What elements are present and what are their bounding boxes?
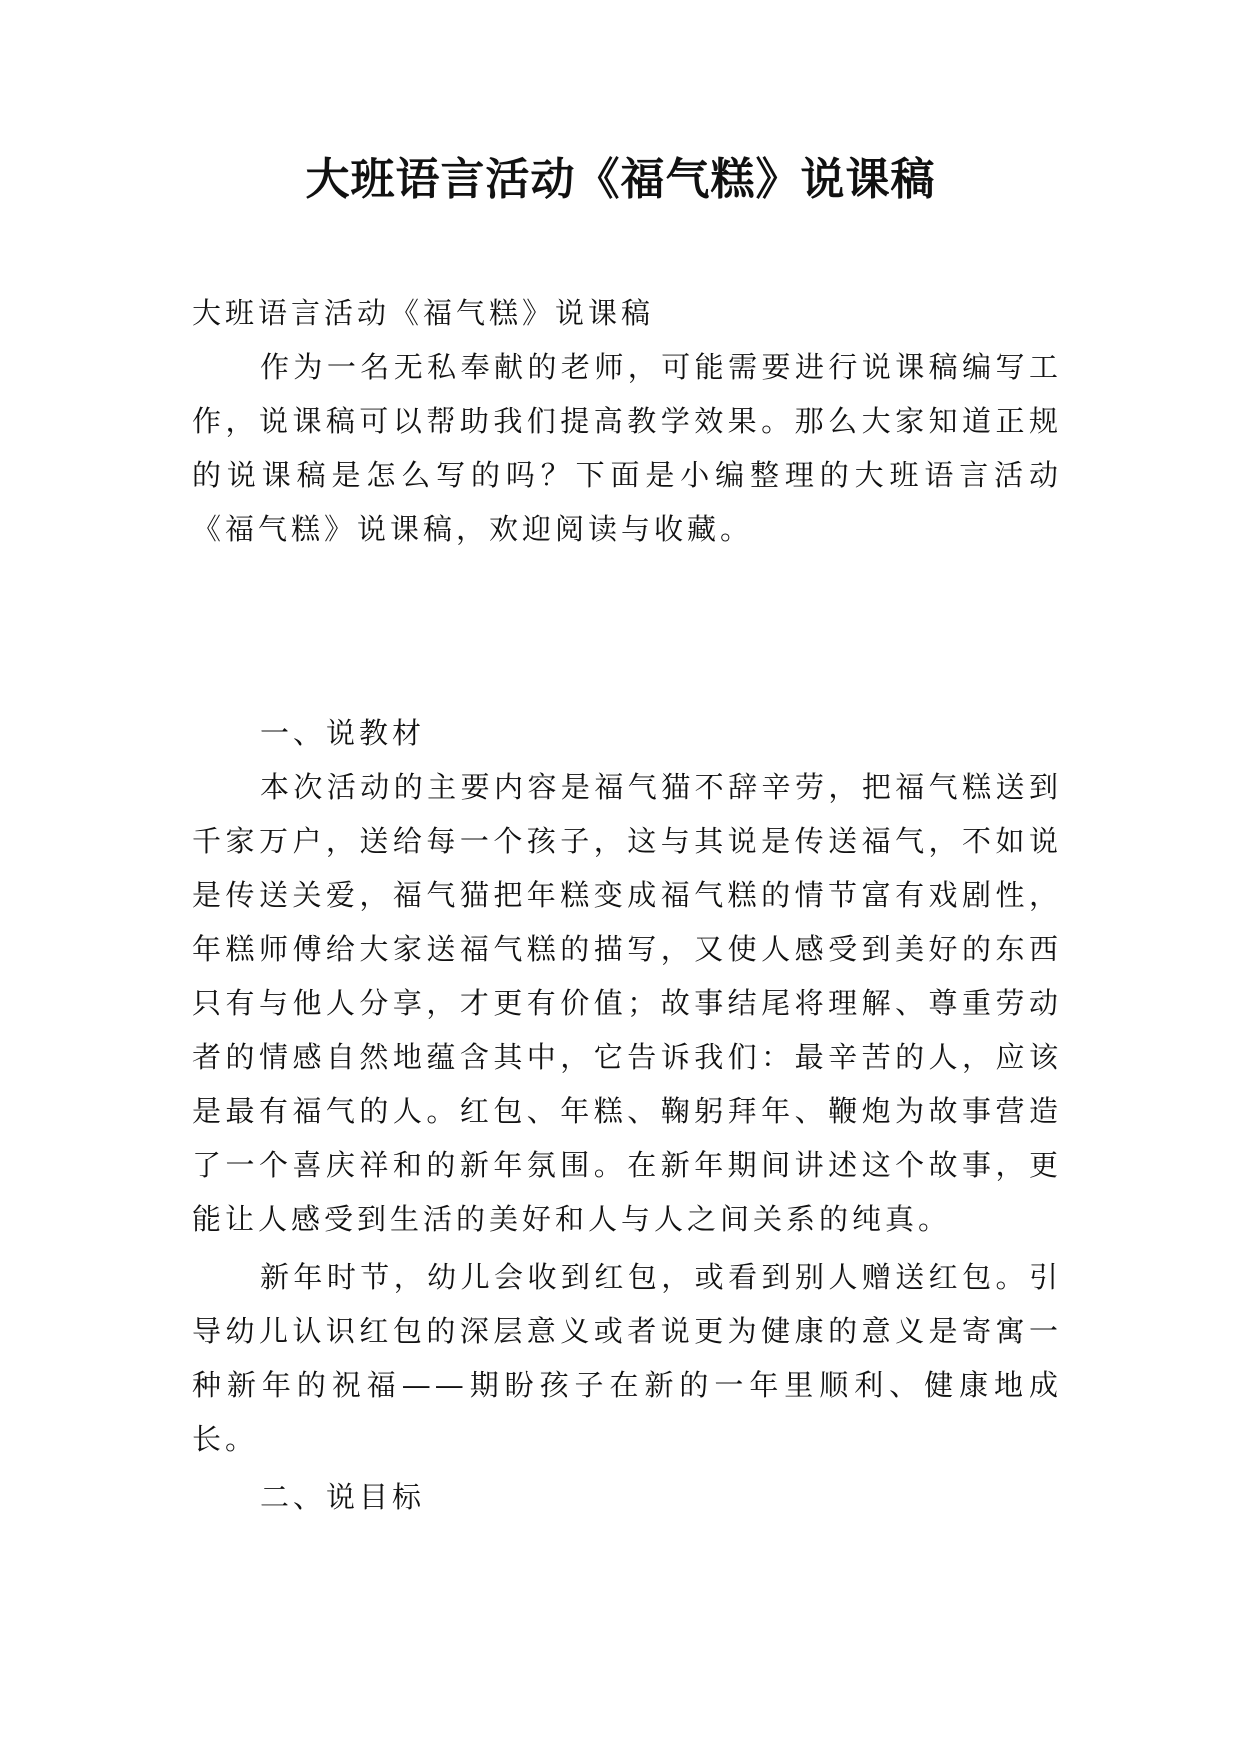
section-paragraph-red-envelope: 新年时节，幼儿会收到红包，或看到别人赠送红包。引导幼儿认识红包的深层意义或者说更为健康的意义是寄寓一种新年的祝福——期盼孩子在新的一年里顺利、健康地成长。 [192, 1260, 1062, 1456]
section-heading-objectives: 二、说目标 [260, 1480, 426, 1514]
intro-paragraph: 作为一名无私奉献的老师，可能需要进行说课稿编写工作，说课稿可以帮助我们提高教学效果。那么大家知道正规的说课稿是怎么写的吗？下面是小编整理的大班语言活动《福气糕》说课稿，欢迎阅读与收藏。 [192, 350, 1062, 546]
document-body [192, 286, 1062, 1524]
section-heading-teaching-material: 一、说教材 [260, 716, 426, 750]
paragraph-spacer [192, 556, 1062, 706]
subtitle-line: 大班语言活动《福气糕》说课稿 [192, 296, 655, 330]
document-title: 大班语言活动《福气糕》说课稿 [305, 154, 936, 205]
section-paragraph-material-content: 本次活动的主要内容是福气猫不辞辛劳，把福气糕送到千家万户，送给每一个孩子，这与其说是传送福气，不如说是传送关爱，福气猫把年糕变成福气糕的情节富有戏剧性，年糕师傅给大家送福气糕的描写，又使人感受到美好的东西只有与他人分享，才更有价值；故事结尾将理解、尊重劳动者的情感自然地蕴含其中，它告诉我们：最辛苦的人，应该是最有福气的人。红包、年糕、鞠躬拜年、鞭炮为故事营造了一个喜庆祥和的新年氛围。在新年期间讲述这个故事，更能让人感受到生活的美好和人与人之间关系的纯真。 [192, 770, 1062, 1236]
